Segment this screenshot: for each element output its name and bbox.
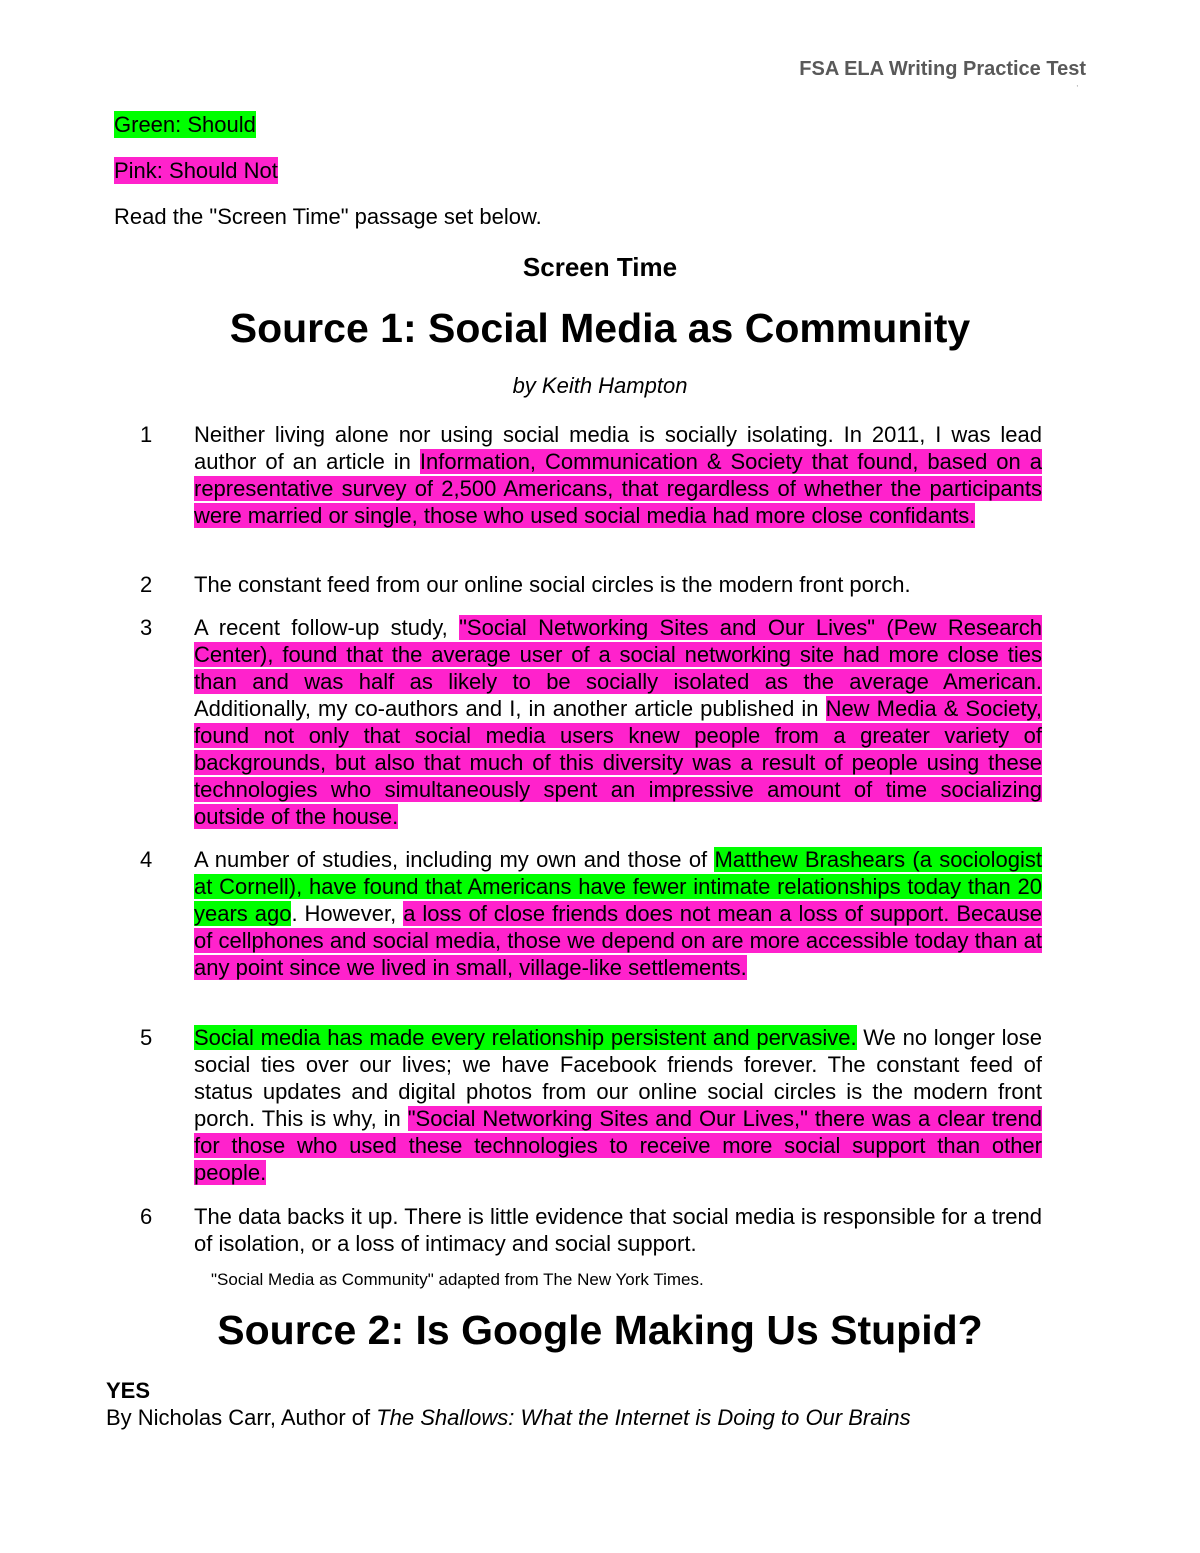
source1-title: Source 1: Social Media as Community — [229, 305, 971, 351]
highlight-pink: "Social Networking Sites and Our Lives," there was a clear trend for those who used these technologies to receive more social support than other people. — [194, 1106, 1043, 1185]
source1-credit: "Social Media as Community" adapted from The New York Times. — [211, 1270, 704, 1289]
highlight-green: Social media has made every relationship persistent and pervasive. — [194, 1025, 857, 1050]
highlight-pink: a loss of close friends does not mean a loss of support. Because of cellphones and social media, those we depend on are more accessible today than at any point since we lived in small, village-like settlements. — [194, 901, 1042, 980]
paragraph-text — [194, 1024, 1042, 1186]
page-header: FSA ELA Writing Practice Test — [799, 58, 1086, 80]
intro-text: Read the "Screen Time" passage set below. — [114, 204, 542, 229]
paragraph-number: 2 — [140, 572, 153, 597]
paragraph-text — [194, 571, 1042, 598]
paragraph-text — [194, 1203, 1042, 1257]
paragraph-text — [194, 846, 1042, 981]
paragraph-segment: A number of studies, including my own and those of — [194, 847, 715, 872]
legend-pink-label: Pink: Should Not — [114, 158, 278, 183]
paragraph-text — [194, 614, 1042, 830]
legend-pink — [114, 158, 278, 184]
highlight-green: Matthew Brashears (a sociologist at Cornell), have found that Americans have fewer intimate relationships today than 20 years ago — [194, 847, 1042, 926]
paragraph-number: 4 — [140, 847, 153, 872]
paragraph-number: 5 — [140, 1025, 153, 1050]
paragraph-segment: The data backs it up. There is little evidence that social media is responsible for a trend of isolation, or a loss of intimacy and social support. — [194, 1204, 1042, 1256]
header-mark: ' — [1076, 84, 1078, 93]
highlight-pink: "Social Networking Sites and Our Lives" (Pew Research Center), found that the average user of a social networking site had more close ties than and was half as likely to be socially isolated as the average American. — [194, 615, 1042, 694]
paragraph — [140, 1203, 1042, 1257]
paragraph — [140, 1024, 1042, 1186]
paragraph-segment: A recent follow-up study, — [194, 615, 460, 640]
paragraph-text — [194, 421, 1042, 529]
source2-author — [106, 1405, 911, 1431]
paragraph-segment: Neither living alone nor using social media is socially isolating. In 2011, I was lead author of an article in — [194, 422, 1042, 474]
paragraph — [140, 846, 1042, 981]
paragraph-segment: We no longer lose social ties over our lives; we have Facebook friends forever. The constant feed of status updates and digital photos from our online social circles is the modern front porch. This is why, in — [194, 1025, 1042, 1131]
paragraph-segment: The constant feed from our online social circles is the modern front porch. — [194, 572, 911, 597]
source2-title: Source 2: Is Google Making Us Stupid? — [217, 1307, 983, 1353]
legend-green — [114, 112, 256, 138]
paragraph-number: 6 — [140, 1204, 153, 1229]
source2-author-prefix: By Nicholas Carr, Author of — [106, 1405, 377, 1430]
source2-book-title: The Shallows: What the Internet is Doing to Our Brains — [376, 1405, 911, 1430]
paragraph-number: 1 — [140, 422, 153, 447]
highlight-pink: Information, Communication & Society that found, based on a representative survey of 2,500 Americans, that regardless of whether the participants were married or single, those who used social media had more close confidants. — [194, 449, 1042, 528]
paragraph — [140, 421, 1042, 529]
legend-green-label: Green: Should — [114, 112, 256, 137]
paragraph-segment: . However, — [291, 901, 404, 926]
paragraph — [140, 571, 1042, 598]
passage-set-title: Screen Time — [522, 252, 678, 282]
paragraph — [140, 614, 1042, 830]
paragraph-number: 3 — [140, 615, 153, 640]
source1-byline: by Keith Hampton — [512, 373, 688, 398]
highlight-pink: New Media & Society, found not only that social media users knew people from a greater variety of backgrounds, but also that much of this diversity was a result of people using these technologies who simultaneously spent an impressive amount of time socializing outside of the house. — [194, 696, 1042, 829]
paragraph-segment: Additionally, my co-authors and I, in another article published in — [194, 696, 826, 721]
source2-stance: YES — [106, 1378, 151, 1403]
